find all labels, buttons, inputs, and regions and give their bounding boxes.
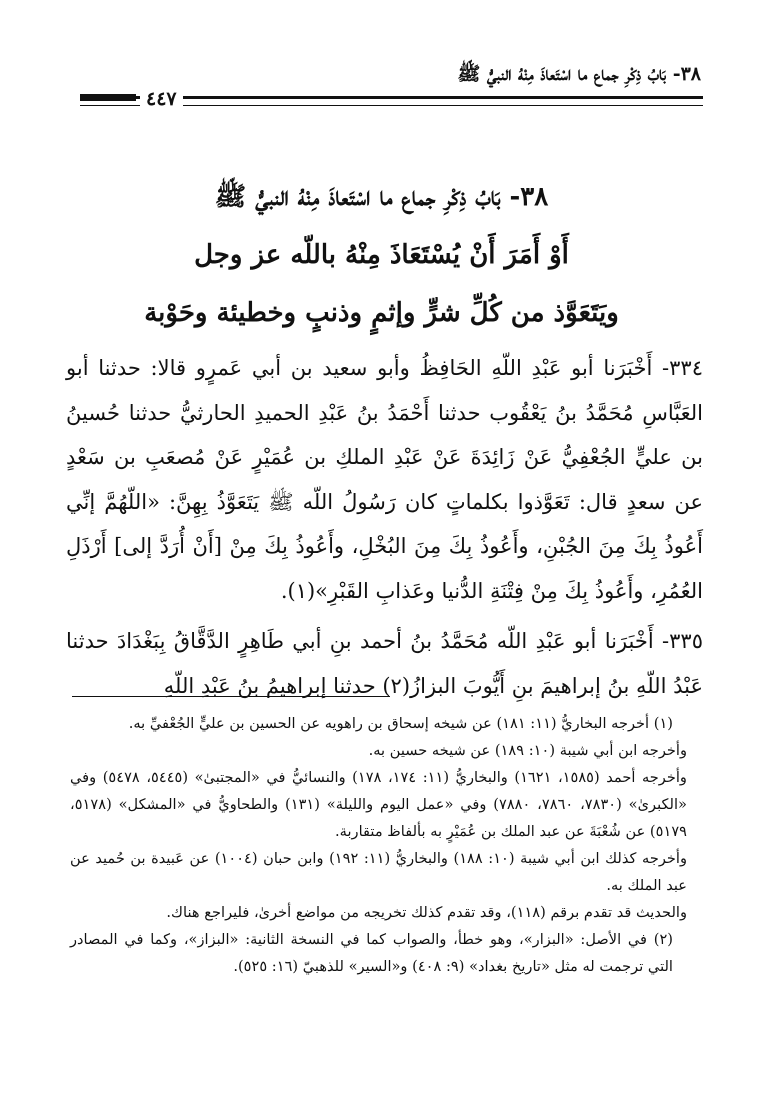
page-number: ٤٤٧ [140,88,183,110]
footnote-1-cont-b: وأخرجه أحمد (١٥٨٥، ١٦٢١) والبخاريُّ (١١: ١٧٤، ١٧٨) والنسائيُّ في «المجتبىٰ» (٥٤٤٥، ٥٤٧٨) وفي «الكبرىٰ» (٧٨٣٠، ٧٨٦٠، ٧٨٨٠) وفي «عمل اليوم والليلة» (١٣١) والطحاويُّ في «المشكل» (٥١٧٨، ٥١٧٩) عن شُعْبَةَ عن عبد الملك بن عُمَيْرٍ به بألفاظ متقاربة. [70,769,687,840]
page-number-ornament [68,84,208,120]
hadith-334: ٣٣٤- أَخْبَرَنا أبو عَبْدِ اللّهِ الحَافِظُ وأبو سعيد بن أبي عَمرٍو قالا: حدثنا أبو العَبَّاسِ مُحَمَّدُ بنُ يَعْقُوب حدثنا أَحْمَدُ بنُ عَبْدِ الحميدِ الحارثيُّ حدثنا حُسينُ بن عليٍّ الجُعْفِيُّ عَنْ زَائِدَةَ عَنْ عَبْدِ الملكِ بن عُمَيْرٍ عَنْ مُصعَبِ بن سَعْدٍ عن سعدٍ قال: تَعَوَّذوا بكلماتٍ كان رَسُولُ اللّه ﷺ يَتَعَوَّذُ بِهِنَّ: «اللّهُمَّ إنِّي أَعُوذُ بِكَ مِنَ الجُبْنِ، وأَعُوذُ بِكَ مِنَ البُخْلِ، وأَعُوذُ بِكَ مِنْ [أَنْ أُرَدَّ إلى] أَرْذَلِ العُمُرِ، وأَعُوذُ بِكَ مِنْ فِتْنَةِ الدُّنيا وعَذابِ القَبْرِ»(١). [66,356,703,603]
footnote-1: (١) أخرجه البخاريُّ (١١: ١٨١) عن شيخه إسحاق بن راهويه عن الحسين بن عليٍّ الجُعْفيِّ به. [128,715,673,732]
main-text [66,346,703,714]
ornament-lines [80,94,136,106]
footnotes [70,710,705,980]
chapter-title-line-3: ويَتَعَوَّذ من كُلِّ شرٍّ وإثمٍ وذنبٍ وخطيئة وحَوْبة [144,298,619,328]
footnote-1-cont-c: وأخرجه كذلك ابن أبي شيبة (١٠: ١٨٨) والبخاريُّ (١١: ١٩٢) وابن حبان (١٠٠٤) عن عَبيدة بن حُميد عن عبد الملك به. [70,850,688,894]
footnote-1-cont-a: وأخرجه ابن أبي شيبة (١٠: ١٨٩) عن شيخه حسين به. [368,742,687,759]
chapter-title-line-2: أَوْ أَمَرَ أَنْ يُسْتَعَاذَ مِنْهُ باللّه عز وجل [194,240,569,270]
chapter-title [60,168,703,342]
running-header-title: ٣٨- بَابُ ذِكْرِ جماع ما اسْتَعاذَ مِنْهُ النبيُّ ﷺ [457,63,701,85]
footnote-separator [72,696,390,697]
hadith-335: ٣٣٥- أَخْبَرَنا أبو عَبْدِ اللّه مُحَمَّدُ بنُ أحمد بنِ أبي طَاهِرٍ الدَّقَّاقُ بِبَغْدَادَ حدثنا عَبْدُ اللّهِ بنُ إبراهيمَ بنِ أَيُّوبَ البزازُ(٢) حدثنا إبراهيمُ بنُ عَبْدِ اللّهِ [66,629,703,698]
footnote-2: (٢) في الأصل: «البزار»، وهو خطأ، والصواب كما في النسخة الثانية: «البزاز»، وكما في المصادر التي ترجمت له مثل «تاريخ بغداد» (٩: ٤٠٨) و«السير» للذهبيّ (١٦: ٥٢٥). [70,931,673,975]
chapter-title-line-1: ٣٨- بَابُ ذِكْرِ جماع ما اسْتَعاذَ مِنْهُ النبيُّ ﷺ [214,182,549,212]
footnote-1-cont-d: والحديث قد تقدم برقم (١١٨)، وقد تقدم كذلك تخريجه من مواضع أخرىٰ، فليراجع هناك. [166,904,687,921]
